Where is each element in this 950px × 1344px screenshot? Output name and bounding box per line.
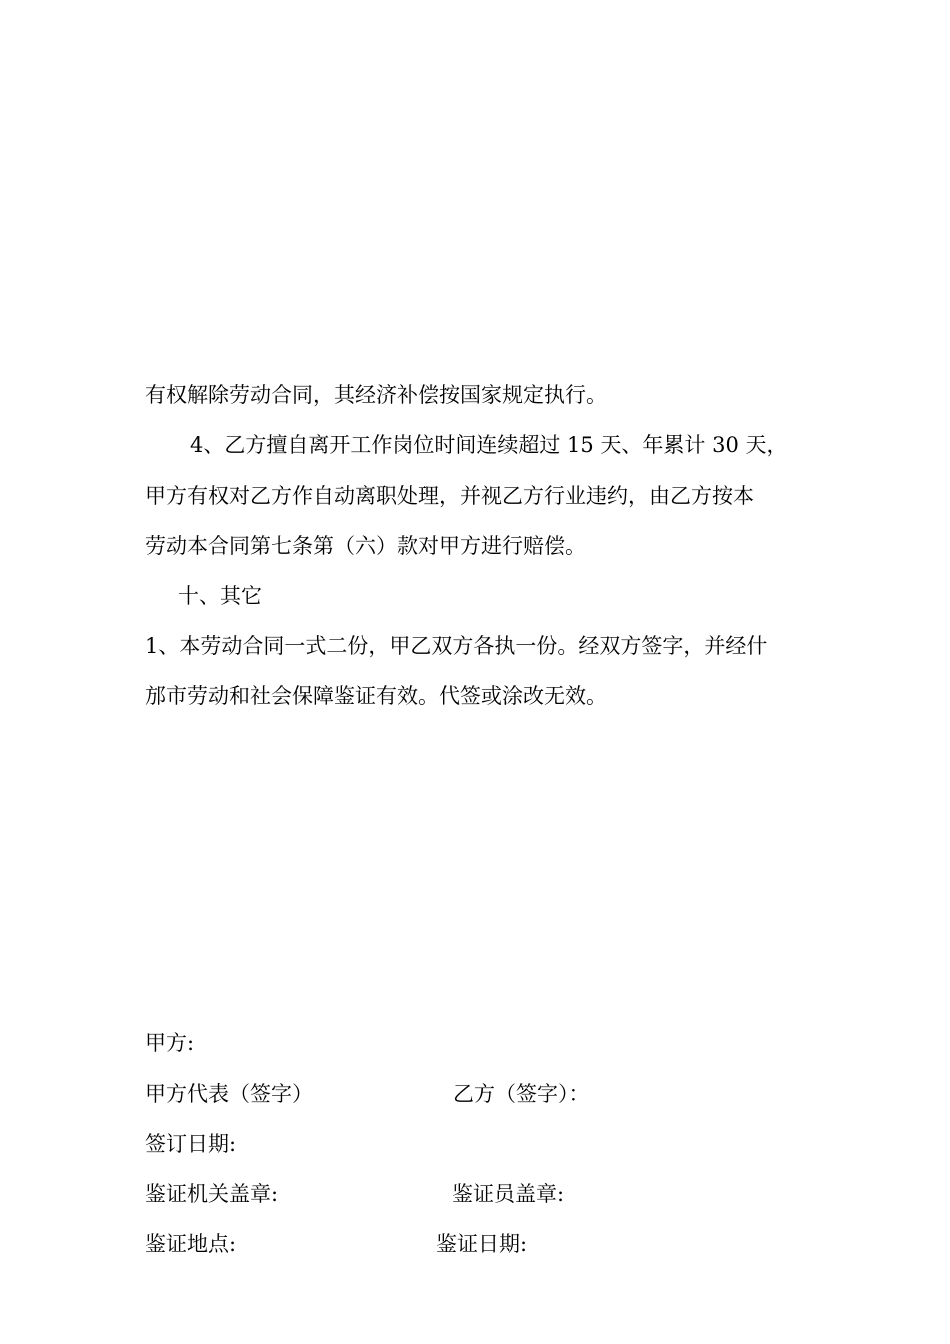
- paragraph-line-1: 有权解除劳动合同，其经济补偿按国家规定执行。: [145, 383, 607, 407]
- paragraph-line-6: 邡市劳动和社会保障鉴证有效。代签或涂改无效。: [145, 684, 607, 708]
- auth-seal-label: 鉴证机关盖章:: [145, 1182, 279, 1206]
- party-a-rep-label: 甲方代表（签字）: [145, 1082, 313, 1106]
- location-label: 鉴证地点:: [145, 1232, 237, 1256]
- sign-date-label: 签订日期:: [145, 1132, 237, 1156]
- paragraph-line-2: 4、乙方擅自离开工作岗位时间连续超过 15 天、年累计 30 天，: [190, 433, 788, 457]
- paragraph-line-3: 甲方有权对乙方作自动离职处理，并视乙方行业违约，由乙方按本: [145, 484, 754, 508]
- party-b-label: 乙方（签字）：: [453, 1082, 590, 1106]
- paragraph-line-5: 1、本劳动合同一式二份，甲乙双方各执一份。经双方签字，并经什: [145, 634, 768, 658]
- section-heading: 十、其它: [178, 584, 262, 608]
- officer-seal-label: 鉴证员盖章:: [452, 1182, 565, 1206]
- paragraph-line-4: 劳动本合同第七条第（六）款对甲方进行赔偿。: [145, 534, 586, 558]
- party-a-label: 甲方:: [145, 1031, 195, 1055]
- auth-date-label: 鉴证日期:: [436, 1232, 528, 1256]
